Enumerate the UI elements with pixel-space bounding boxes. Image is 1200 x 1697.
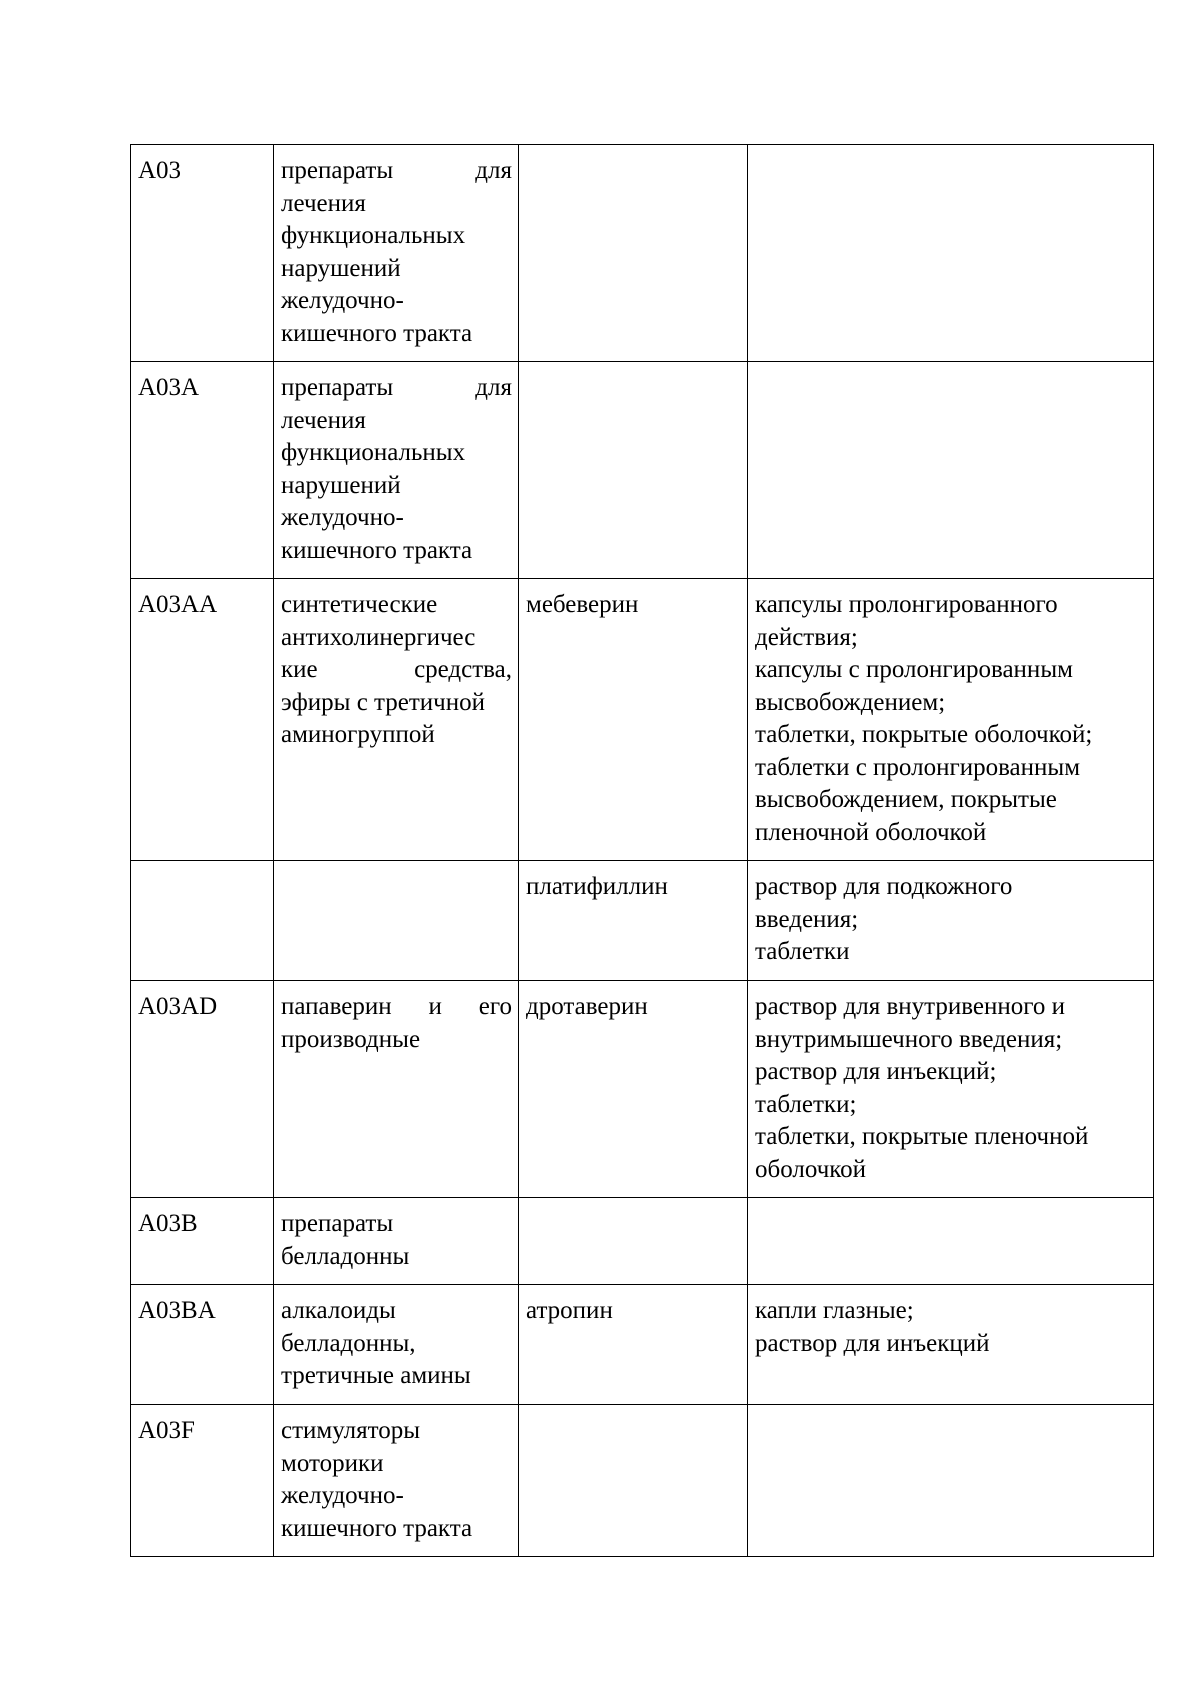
group-word: папаверин	[281, 993, 392, 1020]
group-line: лечения	[281, 189, 366, 217]
group-line: кишечного тракта	[281, 319, 473, 347]
group-cell	[274, 362, 519, 579]
form-line: внутримышечного введения;	[755, 1025, 1063, 1053]
drug-cell	[519, 579, 748, 861]
group-word: кие	[281, 656, 318, 683]
code-cell	[131, 1405, 274, 1557]
form-line: капсулы пролонгированного	[755, 591, 1058, 618]
form-line: капли глазные;	[755, 1297, 914, 1324]
group-word: и	[428, 993, 442, 1020]
forms-cell	[748, 1285, 1154, 1405]
forms-cell	[748, 145, 1154, 362]
atc-code: A03BA	[138, 1297, 216, 1324]
group-cell	[274, 1285, 519, 1405]
group-line: белладонны,	[281, 1329, 416, 1357]
drug-cell	[519, 362, 748, 579]
drug-cell	[519, 1285, 748, 1405]
group-line: синтетические	[281, 591, 438, 618]
table-row	[131, 981, 1154, 1198]
group-line: аминогруппой	[281, 721, 435, 748]
form-line: таблетки с пролонгированным	[755, 753, 1081, 781]
group-line	[281, 372, 512, 405]
forms-cell	[748, 362, 1154, 579]
form-line: раствор для инъекций;	[755, 1058, 997, 1085]
form-line: пленочной оболочкой	[755, 818, 987, 846]
drug-name: платифиллин	[526, 873, 668, 900]
group-word: препараты	[281, 374, 394, 401]
group-line: функциональных	[281, 222, 466, 249]
form-line: высвобождением, покрытые	[755, 786, 1057, 813]
table-row	[131, 362, 1154, 579]
drug-cell	[519, 1405, 748, 1557]
group-line: желудочно-	[281, 287, 404, 314]
group-cell	[274, 145, 519, 362]
atc-code: A03B	[138, 1210, 198, 1237]
group-cell	[274, 861, 519, 981]
forms-cell	[748, 1198, 1154, 1285]
forms-cell	[748, 579, 1154, 861]
group-line	[281, 155, 512, 188]
group-line: кишечного тракта	[281, 536, 473, 564]
group-cell	[274, 1198, 519, 1285]
group-word: его	[478, 993, 512, 1020]
table-row	[131, 1198, 1154, 1285]
code-cell	[131, 861, 274, 981]
group-cell	[274, 981, 519, 1198]
table-row	[131, 1285, 1154, 1405]
table-row	[131, 1405, 1154, 1557]
atc-code: A03AD	[138, 993, 218, 1020]
form-line: действия;	[755, 623, 858, 651]
table-row	[131, 579, 1154, 861]
drug-name: мебеверин	[526, 591, 639, 618]
drug-cell	[519, 1198, 748, 1285]
code-cell	[131, 145, 274, 362]
drug-cell	[519, 861, 748, 981]
form-line: таблетки	[755, 938, 850, 965]
form-line: введения;	[755, 905, 859, 933]
group-line: желудочно-	[281, 1482, 404, 1509]
group-line: стимуляторы	[281, 1417, 420, 1444]
group-line: моторики	[281, 1449, 384, 1477]
group-cell	[274, 579, 519, 861]
group-line: кишечного тракта	[281, 1514, 473, 1542]
group-line: функциональных	[281, 439, 466, 466]
form-line: таблетки, покрытые оболочкой;	[755, 721, 1093, 748]
group-line: эфиры с третичной	[281, 688, 486, 716]
code-cell	[131, 362, 274, 579]
form-line: высвобождением;	[755, 688, 946, 716]
group-line: лечения	[281, 406, 366, 434]
group-line	[281, 991, 512, 1024]
code-cell	[131, 579, 274, 861]
form-line: капсулы с пролонгированным	[755, 656, 1073, 683]
code-cell	[131, 1285, 274, 1405]
drug-cell	[519, 145, 748, 362]
drug-cell	[519, 981, 748, 1198]
forms-cell	[748, 1405, 1154, 1557]
group-line: нарушений	[281, 254, 401, 282]
forms-cell	[748, 981, 1154, 1198]
table-row	[131, 861, 1154, 981]
form-line: таблетки, покрытые пленочной	[755, 1123, 1089, 1150]
group-line	[281, 654, 512, 687]
group-line: алкалоиды	[281, 1297, 396, 1324]
code-cell	[131, 981, 274, 1198]
group-line: антихолинергичес	[281, 623, 476, 651]
atc-code: A03	[138, 157, 182, 184]
drug-name: атропин	[526, 1297, 613, 1324]
atc-code: A03AA	[138, 591, 218, 618]
group-word: препараты	[281, 157, 394, 184]
group-line: нарушений	[281, 471, 401, 499]
table-row	[131, 145, 1154, 362]
atc-code: A03F	[138, 1417, 195, 1444]
group-line: препараты	[281, 1210, 394, 1237]
group-word: средства,	[414, 656, 512, 683]
group-word: для	[475, 374, 512, 401]
group-line: третичные амины	[281, 1362, 471, 1389]
form-line: таблетки;	[755, 1090, 857, 1118]
group-word: для	[475, 157, 512, 184]
group-line: производные	[281, 1025, 421, 1053]
drug-classification-table	[130, 144, 1154, 1557]
forms-cell	[748, 861, 1154, 981]
atc-code: A03A	[138, 374, 200, 401]
form-line: раствор для инъекций	[755, 1329, 990, 1357]
code-cell	[131, 1198, 274, 1285]
form-line: раствор для внутривенного и	[755, 993, 1066, 1020]
form-line: оболочкой	[755, 1155, 867, 1183]
group-line: белладонны	[281, 1242, 410, 1270]
group-line: желудочно-	[281, 504, 404, 531]
group-cell	[274, 1405, 519, 1557]
form-line: раствор для подкожного	[755, 873, 1013, 900]
drug-name: дротаверин	[526, 993, 648, 1020]
